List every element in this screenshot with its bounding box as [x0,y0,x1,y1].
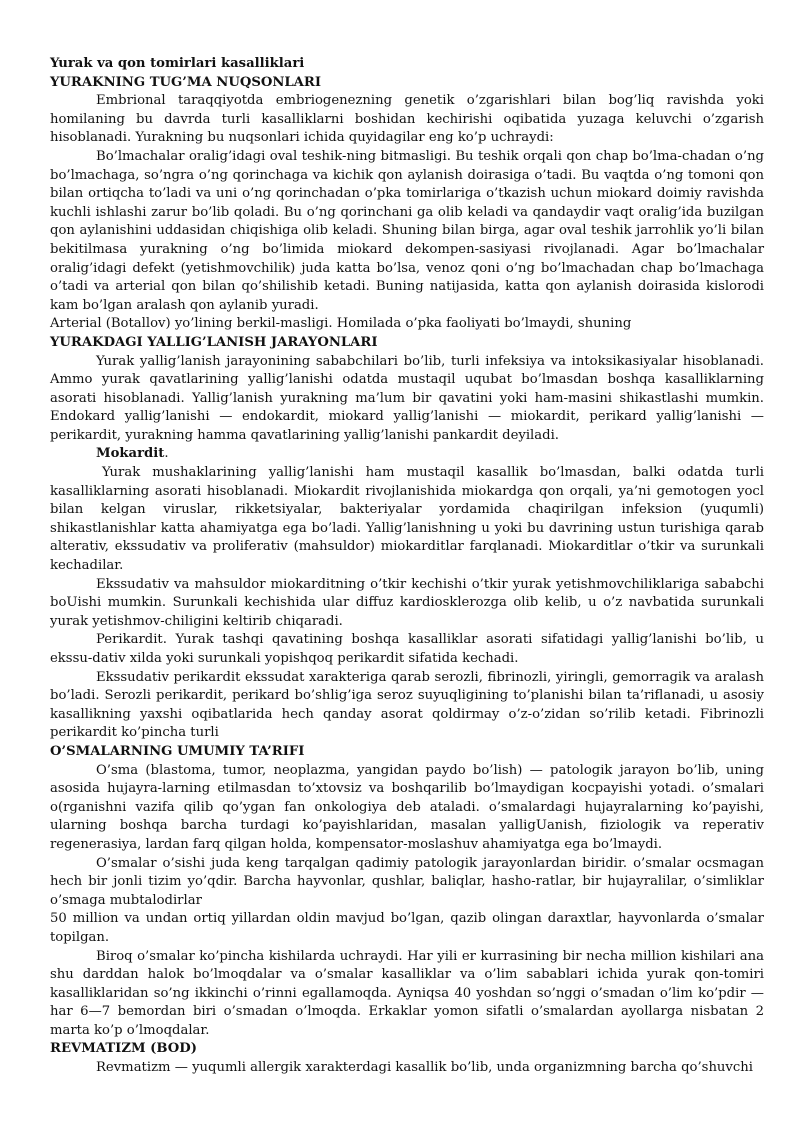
paragraph: O’smalar o’sishi juda keng tarqalgan qadimiy patologik jarayonlardan biridir. o’smalar ocsmagan hech bir jonli tizim yo’qdir. Barcha hayvonlar, qushlar, baliqlar, hasho-ratlar, bir hujayralilar, o’simliklar o’smaga mubtalodirlar [50,855,764,908]
paragraph: Arterial (Botallov) yo’lining berkil-masligi. Homilada o’pka faoliyati bo’lmaydi, shuning [50,316,632,332]
paragraph: Ekssudativ perikardit ekssudat xarakteriga qarab serozli, fibrinozli, yiringli, gemorragik va aralash bo’ladi. Serozli perikardit, perikard bo’shlig’iga seroz suyuqligining to’planishi bilan ta’riflanadi, u asosiy kasallikning yaxshi oqibatlarida hech qanday asorat qoldirmay o’z-o’zidan so’rilib ketadi. Fibrinozli perikardit ko’pincha turli [50,669,764,741]
paragraph: Ekssudativ va mahsuldor miokarditning o’tkir kechishi o’tkir yurak yetishmovchiliklariga sababchi boUishi mumkin. Surunkali kechishida ular diffuz kardiosklerozga olib kelib, u o’z navbatida surunkali yurak yetishmov-chiligini keltirib chiqaradi. [50,576,764,629]
document-page [50,55,764,1078]
document-title: Yurak va qon tomirlari kasalliklari [50,56,305,71]
paragraph: Yurak mushaklarining yallig’lanishi ham mustaqil kasallik bo’lmasdan, balki odatda turli kasalliklarning asorati hisoblanadi. Miokardit rivojlanishida miokardga qon orqali, ya’ni gemotogen yocl bilan kelgan viruslar, rikketsiyalar, bakteriyalar yordamida chaqirilgan infeksion (yuqumli) shikastlanishlar katta ahamiyatga ega bo’ladi. Yallig’lanishning u yoki bu davrining ustun turishiga qarab alterativ, ekssudativ va proliferativ (mahsuldor) miokarditlar farqlanadi. Miokarditlar o’tkir va surunkali kechadilar. [50,465,764,574]
paragraph: Embrional taraqqiyotda embriogenezning genetik o’zgarishlari bilan bog’liq ravishda yoki homilaning bu davrda turli kasalliklarni boshidan kechirishi oqibatida yuzaga keluvchi o’zgarish hisoblanadi. Yurakning bu nuqsonlari ichida quyidagilar eng ko’p uchraydi: [50,93,764,146]
paragraph: Perikardit. Yurak tashqi qavatining boshqa kasalliklar asorati sifatidagi yallig’lanishi bo’lib, u ekssu-dativ xilda yoki surunkali yopishqoq perikardit sifatida kechadi. [50,632,764,666]
section-heading-rheumatism: REVMATIZM (BOD) [50,1041,197,1057]
paragraph: Yurak yallig’lanish jarayonining sababchilari bo’lib, turli infeksiya va intoksikasiyalar hisoblanadi. Ammo yurak qavatlarining yallig’lanishi odatda mustaqil uqubat bo’lmasdan boshqa kasalliklarning asorati hisoblanadi. Yallig’lanish yurakning ma’lum bir qavatini yoki ham-masini shikastlashi mumkin. Endokard yallig’lanishi — endokardit, miokard yallig’lanishi — miokardit, perikard yallig’lanishi — perikardit, yurakning hamma qavatlarining yallig’lanishi pankardit deyiladi. [50,353,764,443]
subheading-dot: . [164,446,169,462]
subheading-text: Mokardit [96,446,165,462]
subheading-myocarditis [50,445,764,464]
section-heading-inflammation: YURAKDAGI YALLIG’LANISH JARAYONLARI [50,334,378,350]
paragraph: Biroq o’smalar ko’pincha kishilarda uchraydi. Har yili er kurrasining bir necha million kishilari ana shu darddan halok bo’lmoqdalar va o’smalar kasalliklar va o’lim sabablari ichida yurak qon-tomiri kasalliklaridan so’ng ikkinchi o’rinni egallamoqda. Ayniqsa 40 yoshdan so’nggi o’smadan o’lim ko’pdir — har 6—7 bemordan biri o’smadan o’lmoqda. Erkaklar yomon sifatli o’smalardan ayollarga nisbatan 2 marta ko’p o’lmoqdalar. [50,948,764,1038]
paragraph: Bo’lmachalar oralig’idagi oval teshik-ning bitmasligi. Bu teshik orqali qon chap bo’lma-chadan o’ng bo’lmachaga, so’ngra o’ng qorinchaga va kichik qon aylanish doirasiga o’tadi. Bu vaqtda o’ng tomoni qon bilan ortiqcha to’ladi va uni o’ng qorinchadan o’pka tomirlariga o’tkazish uchun miokard doimiy ravishda kuchli ishlashi zarur bo’lib qoladi. Bu o’ng qorinchani ga olib keladi va qandaydir vaqt oralig’ida buzilgan qon aylanishini uddasidan chiqishiga olib keladi. Shuning bilan birga, agar oval teshik jarrohlik yo’li bilan bekitilmasa yurakning o’ng bo’limida miokard dekompen-sasiyasi rivojlanadi. Agar bo’lmachalar oralig’idagi defekt (yetishmovchilik) juda katta bo’lsa, venoz qoni o’ng bo’lmachadan chap bo’lmachaga o’tadi va arterial qon bilan qo’shilishib ketadi. Buning natijasida, katta qon aylanish doirasida kislorodi kam bo’lgan aralash qon aylanib yuradi. [50,148,764,313]
section-heading-tumors: O’SMALARNING UMUMIY TA’RIFI [50,743,305,759]
paragraph: Revmatizm — yuqumli allergik xarakterdagi kasallik bo’lib, unda organizmning barcha qo’shuvchi [96,1060,753,1076]
paragraph: 50 million va undan ortiq yillardan oldin mavjud bo’lgan, qazib olingan daraxtlar, hayvonlarda o’smalar topilgan. [50,911,764,945]
section-heading-congenital-defects: YURAKNING TUG’MA NUQSONLARI [50,74,322,90]
paragraph: O’sma (blastoma, tumor, neoplazma, yangidan paydo bo’lish) — patologik jarayon bo’lib, uning asosida hujayra-larning etilmasdan to’xtovsiz va boshqarilib bo’lmaydigan kocpayishi yotadi. o’smalari o(rganishni vazifa qilib qo’ygan fan onkologiya deb ataladi. o’smalardagi hujayralarning ko’payishi, ularning boshqa barcha turdagi ko’payishlaridan, masalan yalligUanish, fiziologik va reperativ regenerasiya, lardan farq qilgan holda, kompensator-moslashuv ahamiyatga ega bo’lmaydi. [50,762,764,852]
